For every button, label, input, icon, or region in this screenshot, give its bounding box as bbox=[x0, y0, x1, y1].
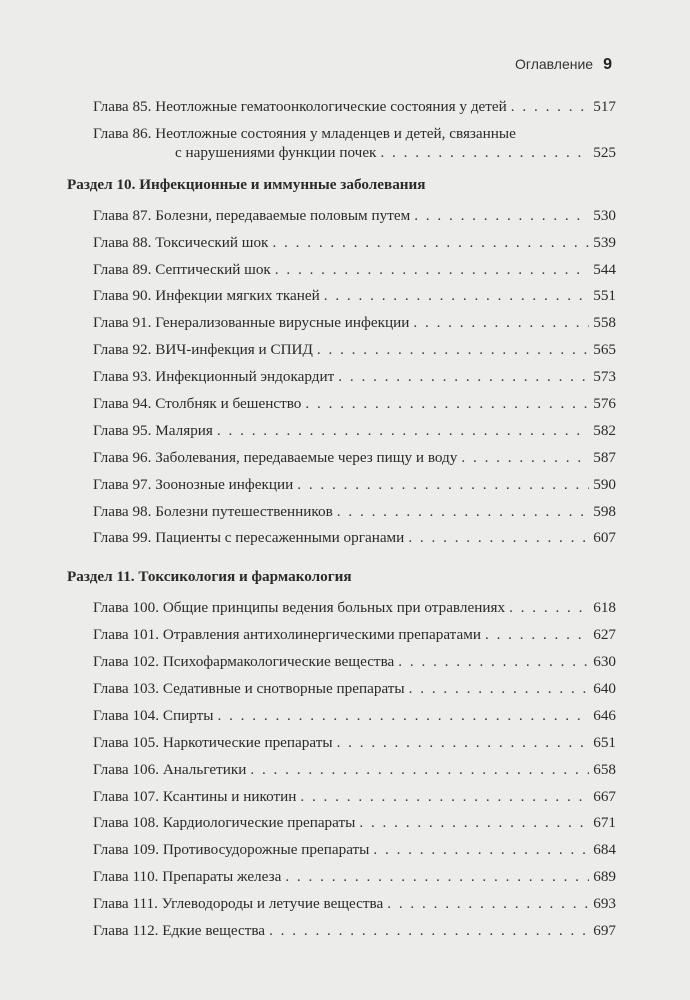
toc-entry[interactable] bbox=[67, 832, 616, 859]
dot-leader bbox=[317, 340, 589, 359]
toc-entry-label: Глава 102. Психофармакологические вещества bbox=[93, 653, 395, 671]
toc-entry-label: Глава 97. Зоонозные инфекции bbox=[93, 475, 294, 493]
toc-entry[interactable] bbox=[67, 617, 616, 644]
toc-entry-label: Глава 104. Спирты bbox=[93, 706, 214, 724]
dot-leader bbox=[300, 787, 589, 806]
toc-entry-page: 539 bbox=[593, 233, 616, 251]
dot-leader bbox=[297, 475, 589, 494]
toc-entry-page: 658 bbox=[593, 760, 616, 778]
toc-entry[interactable] bbox=[67, 440, 616, 467]
toc-entry-label: Глава 95. Малярия bbox=[93, 421, 213, 439]
dot-leader bbox=[305, 394, 589, 413]
toc-entry-label: Глава 85. Неотложные гематоонкологические состояния у детей bbox=[93, 97, 507, 115]
dot-leader bbox=[269, 921, 589, 940]
toc-entry-page: 551 bbox=[593, 287, 616, 305]
toc-entry[interactable] bbox=[67, 413, 616, 440]
toc-entry-label: Глава 88. Токсический шок bbox=[93, 233, 269, 251]
toc-entry-label: Глава 111. Углеводороды и летучие вещества bbox=[93, 895, 384, 913]
toc-entry[interactable] bbox=[67, 332, 616, 359]
toc-entry[interactable] bbox=[67, 859, 616, 886]
section-heading: Раздел 11. Токсикология и фармакология bbox=[67, 568, 352, 586]
toc-entry[interactable] bbox=[67, 886, 616, 913]
toc-entry[interactable] bbox=[67, 521, 616, 548]
running-head-title: Оглавление bbox=[515, 56, 594, 72]
toc-entry-page: 565 bbox=[593, 341, 616, 359]
dot-leader bbox=[275, 260, 589, 279]
toc-entry-page: 693 bbox=[593, 895, 616, 913]
toc-entry-label: Глава 89. Септический шок bbox=[93, 260, 271, 278]
toc-entry[interactable] bbox=[67, 806, 616, 833]
toc-entry[interactable] bbox=[67, 198, 616, 225]
dot-leader bbox=[509, 598, 589, 617]
toc-entry-page: 544 bbox=[593, 260, 616, 278]
toc-entry[interactable] bbox=[67, 89, 616, 116]
toc-entry-label: Глава 92. ВИЧ-инфекция и СПИД bbox=[93, 341, 313, 359]
dot-leader bbox=[250, 760, 589, 779]
toc-entry[interactable] bbox=[67, 698, 616, 725]
toc-entry[interactable] bbox=[67, 279, 616, 306]
section-entries bbox=[67, 198, 616, 548]
toc-entry-page: 558 bbox=[593, 314, 616, 332]
toc-entry-label: Глава 108. Кардиологические препараты bbox=[93, 814, 356, 832]
dot-leader bbox=[337, 502, 589, 521]
dot-leader bbox=[217, 421, 589, 440]
toc-entry[interactable] bbox=[67, 225, 616, 252]
toc-entry-label: Глава 90. Инфекции мягких тканей bbox=[93, 287, 320, 305]
toc-entry[interactable] bbox=[67, 252, 616, 279]
toc-entry-label: Глава 112. Едкие вещества bbox=[93, 922, 266, 940]
toc-entry-label: Глава 101. Отравления антихолинергическими препаратами bbox=[93, 626, 481, 644]
toc-entry[interactable] bbox=[67, 779, 616, 806]
toc-entry-page: 598 bbox=[593, 502, 616, 520]
toc-entry[interactable] bbox=[67, 494, 616, 521]
page-number: 9 bbox=[603, 56, 612, 73]
toc-entry-label: Глава 103. Седативные и снотворные препараты bbox=[93, 680, 405, 698]
dot-leader bbox=[485, 625, 589, 644]
dot-leader bbox=[461, 448, 589, 467]
toc-entry-label: Глава 109. Противосудорожные препараты bbox=[93, 841, 370, 859]
dot-leader bbox=[359, 813, 589, 832]
toc-entry-page: 671 bbox=[593, 814, 616, 832]
toc-entry-label: Глава 99. Пациенты с пересаженными органами bbox=[93, 529, 405, 547]
toc-entry-page: 684 bbox=[593, 841, 616, 859]
section-entries bbox=[67, 590, 616, 940]
toc-entry-label: Глава 91. Генерализованные вирусные инфекции bbox=[93, 314, 410, 332]
toc-entry-page: 618 bbox=[593, 599, 616, 617]
toc-entry-page: 607 bbox=[593, 529, 616, 547]
dot-leader bbox=[272, 233, 589, 252]
toc-entry-label: Глава 105. Наркотические препараты bbox=[93, 733, 333, 751]
table-of-contents bbox=[67, 89, 616, 940]
toc-entry-label: Глава 93. Инфекционный эндокардит bbox=[93, 368, 335, 386]
toc-entry-page: 582 bbox=[593, 421, 616, 439]
dot-leader bbox=[324, 286, 589, 305]
toc-entry-page: 667 bbox=[593, 787, 616, 805]
toc-entry-page: 525 bbox=[593, 143, 616, 161]
toc-entry[interactable] bbox=[67, 913, 616, 940]
toc-entry[interactable] bbox=[67, 752, 616, 779]
toc-entry-page: 517 bbox=[593, 97, 616, 115]
toc-entry-label: Глава 110. Препараты железа bbox=[93, 868, 282, 886]
toc-entry-page: 530 bbox=[593, 206, 616, 224]
toc-entry-page: 689 bbox=[593, 868, 616, 886]
dot-leader bbox=[398, 652, 589, 671]
dot-leader bbox=[338, 367, 589, 386]
toc-entry[interactable] bbox=[67, 725, 616, 752]
toc-entry-page: 587 bbox=[593, 448, 616, 466]
toc-entry-label: Глава 87. Болезни, передаваемые половым путем bbox=[93, 206, 411, 224]
dot-leader bbox=[217, 706, 589, 725]
toc-entry-label: Глава 86. Неотложные состояния у младенцев и детей, связанные bbox=[93, 124, 516, 142]
toc-entry[interactable] bbox=[67, 386, 616, 413]
dot-leader bbox=[285, 867, 589, 886]
toc-entry-page: 590 bbox=[593, 475, 616, 493]
toc-entry-page: 651 bbox=[593, 733, 616, 751]
toc-entry-page: 697 bbox=[593, 922, 616, 940]
toc-entry-page: 573 bbox=[593, 368, 616, 386]
toc-entry[interactable] bbox=[67, 116, 616, 162]
toc-entry[interactable] bbox=[67, 467, 616, 494]
section-heading: Раздел 10. Инфекционные и иммунные заболевания bbox=[67, 175, 426, 193]
toc-entry[interactable] bbox=[67, 359, 616, 386]
toc-entry-label: Глава 107. Ксантины и никотин bbox=[93, 787, 297, 805]
dot-leader bbox=[380, 143, 589, 162]
dot-leader bbox=[409, 679, 590, 698]
toc-entry[interactable] bbox=[67, 644, 616, 671]
dot-leader bbox=[414, 206, 589, 225]
dot-leader bbox=[373, 840, 589, 859]
dot-leader bbox=[337, 733, 590, 752]
toc-entry-page: 630 bbox=[593, 653, 616, 671]
toc-entry-page: 640 bbox=[593, 680, 616, 698]
toc-entry-label-continuation: с нарушениями функции почек bbox=[175, 143, 377, 161]
dot-leader bbox=[511, 97, 589, 116]
toc-entry[interactable] bbox=[67, 590, 616, 617]
toc-entry-page: 627 bbox=[593, 626, 616, 644]
toc-entry-label: Глава 106. Анальгетики bbox=[93, 760, 247, 778]
toc-entry[interactable] bbox=[67, 305, 616, 332]
toc-entry-page: 576 bbox=[593, 395, 616, 413]
toc-entry-label: Глава 96. Заболевания, передаваемые через пищу и воду bbox=[93, 448, 458, 466]
dot-leader bbox=[387, 894, 589, 913]
toc-entry-page: 646 bbox=[593, 706, 616, 724]
dot-leader bbox=[413, 313, 589, 332]
dot-leader bbox=[408, 528, 589, 547]
toc-entry[interactable] bbox=[67, 671, 616, 698]
toc-entry-label: Глава 94. Столбняк и бешенство bbox=[93, 395, 302, 413]
running-head bbox=[515, 56, 612, 74]
toc-entry-label: Глава 100. Общие принципы ведения больных при отравлениях bbox=[93, 599, 506, 617]
toc-entry-label: Глава 98. Болезни путешественников bbox=[93, 502, 333, 520]
